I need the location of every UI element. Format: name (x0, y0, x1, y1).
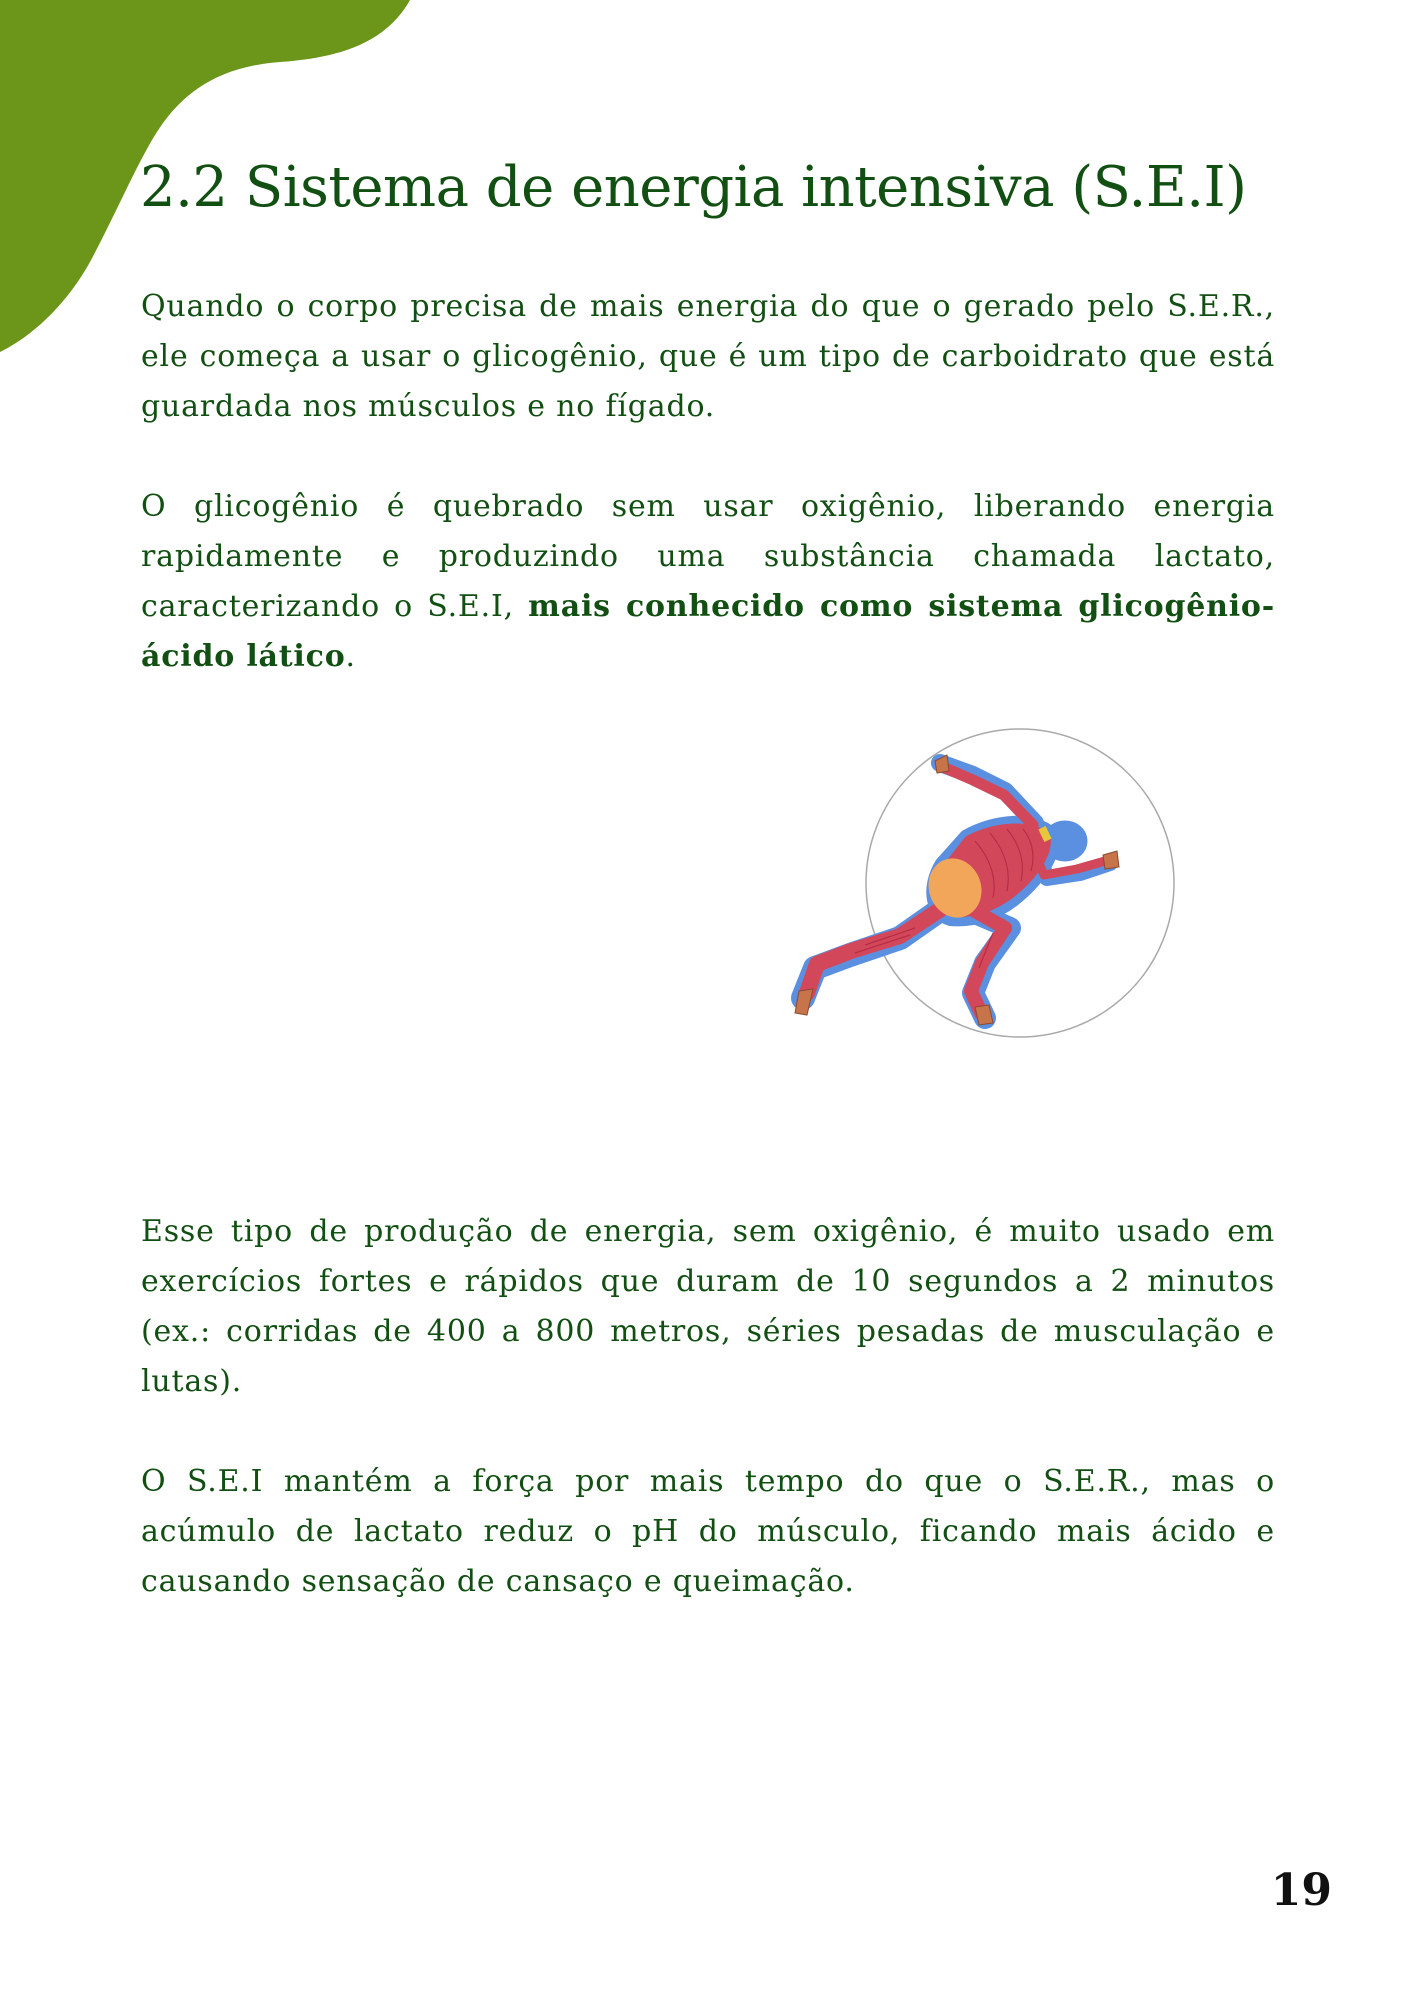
sprinter-muscle-illustration (735, 723, 1175, 1043)
paragraph-glycogen-intro: Quando o corpo precisa de mais energia do que o gerado pelo S.E.R., ele começa a usar o glicogênio, que é um tipo de carboidrato que está guardada nos músculos e no fígado. (141, 289, 1275, 424)
paragraph-lactate-effects: O S.E.I mantém a força por mais tempo do que o S.E.R., mas o acúmulo de lactato reduz o pH do músculo, ficando mais ácido e causando sensação de cansaço e queimação. (141, 1464, 1275, 1599)
paragraph-anaerobic-breakdown (141, 482, 1275, 682)
paragraph-text: O glicogênio é quebrado sem usar oxigênio, liberando energia rapidamente e produzindo uma substância chamada lactato, caracterizando o S.E.I, (141, 489, 1275, 624)
paragraph-usage: Esse tipo de produção de energia, sem oxigênio, é muito usado em exercícios fortes e rápidos que duram de 10 segundos a 2 minutos (ex.: corridas de 400 a 800 metros, séries pesadas de musculação e lutas). (141, 1214, 1275, 1399)
page-title: 2.2 Sistema de energia intensiva (S.E.I) (140, 155, 1247, 220)
paragraph-end: . (345, 639, 356, 674)
page-number: 19 (1270, 1865, 1332, 1916)
emphasis-text: mais conhecido como sistema glicogênio-ácido lático (141, 589, 1275, 674)
